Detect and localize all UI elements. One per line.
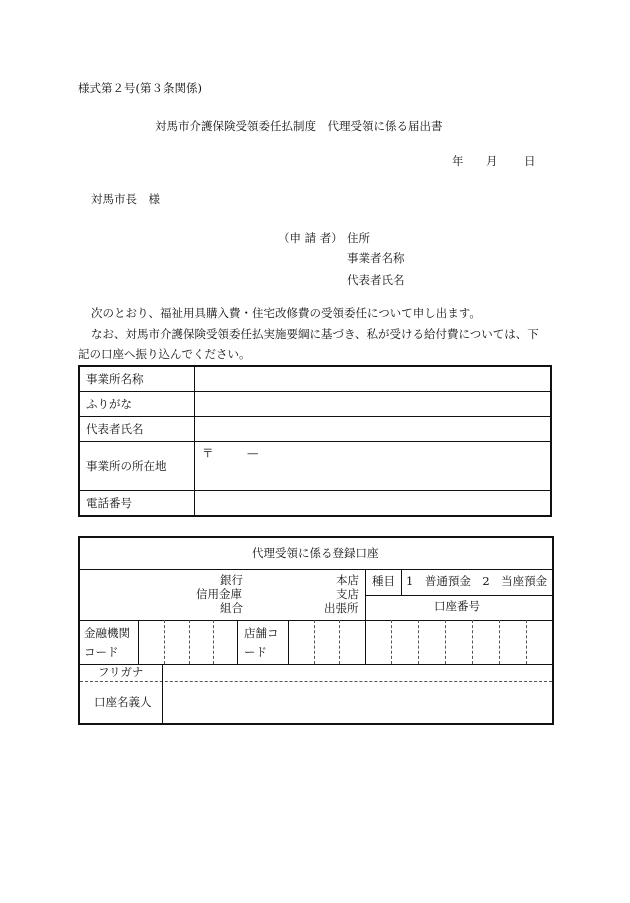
addressee: 対馬市長 様 bbox=[91, 192, 160, 206]
holder-furigana-label: フリガナ bbox=[98, 665, 144, 679]
branch-type-main: 本店 bbox=[336, 573, 359, 587]
representative-field[interactable] bbox=[195, 417, 552, 442]
bank-type-bank: 銀行 bbox=[220, 573, 243, 587]
phone-label: 電話番号 bbox=[79, 491, 195, 517]
furigana-field[interactable] bbox=[195, 392, 552, 417]
body-line-3: 記の口座へ振り込んでください。 bbox=[78, 347, 251, 361]
bank-code-digit-separator bbox=[189, 620, 190, 664]
furigana-label: ふりがな bbox=[79, 392, 195, 417]
page-title: 対馬市介護保険受領委任払制度 代理受領に係る届出書 bbox=[155, 119, 443, 133]
divider bbox=[401, 569, 402, 595]
body-line-2: なお、対馬市介護保険受領委任払実施要綱に基づき、私が受ける給付費については、下 bbox=[91, 327, 539, 341]
bank-type-shinkin: 信用金庫 bbox=[196, 587, 242, 601]
phone-field[interactable] bbox=[195, 491, 552, 517]
table-row bbox=[79, 442, 551, 491]
business-address-label: 事業所の所在地 bbox=[79, 442, 195, 491]
account-type-label: 種目 bbox=[372, 574, 395, 588]
account-number-digit-separator bbox=[472, 620, 473, 664]
branch-code-digit-separator bbox=[339, 620, 340, 664]
bank-code-digit-separator bbox=[213, 620, 214, 664]
divider bbox=[80, 569, 552, 570]
divider bbox=[162, 664, 163, 723]
furigana-separator bbox=[80, 681, 552, 682]
branch-type-sub: 出張所 bbox=[324, 601, 359, 615]
account-type-options[interactable]: 1 普通預金 2 当座預金 bbox=[406, 574, 548, 588]
bank-code-label-1: 金融機関 bbox=[84, 626, 130, 640]
business-info-table bbox=[78, 365, 552, 517]
divider bbox=[80, 664, 552, 665]
applicant-label: （申 請 者） bbox=[278, 231, 343, 245]
branch-type-branch: 支店 bbox=[336, 587, 359, 601]
account-number-digit-separator bbox=[445, 620, 446, 664]
date-month-label: 月 bbox=[486, 154, 498, 168]
bank-type-kumiai: 組合 bbox=[220, 601, 243, 615]
table-row bbox=[79, 366, 551, 392]
body-line-1: 次のとおり、福祉用具購入費・住宅改修費の受領委任について申し出ます。 bbox=[91, 306, 481, 320]
account-number-digit-separator bbox=[418, 620, 419, 664]
representative-label: 代表者氏名 bbox=[79, 417, 195, 442]
applicant-address-label: 住所 bbox=[347, 231, 370, 245]
branch-code-label-1: 店舗コ bbox=[244, 626, 279, 640]
table-row bbox=[79, 392, 551, 417]
divider bbox=[365, 620, 366, 664]
account-number-digit-separator bbox=[526, 620, 527, 664]
table-row bbox=[79, 491, 551, 517]
business-name-field[interactable] bbox=[195, 366, 552, 392]
branch-code-label-2: ード bbox=[244, 645, 267, 659]
postal-dash: — bbox=[247, 446, 259, 460]
divider bbox=[237, 620, 238, 664]
account-number-label: 口座番号 bbox=[434, 599, 480, 613]
divider bbox=[365, 595, 552, 596]
applicant-representative-label: 代表者氏名 bbox=[347, 273, 405, 287]
business-name-label: 事業所名称 bbox=[79, 366, 195, 392]
date-year-label: 年 bbox=[452, 154, 464, 168]
account-number-digit-separator bbox=[391, 620, 392, 664]
bank-code-label-2: コード bbox=[84, 645, 119, 659]
account-table-title: 代理受領に係る登録口座 bbox=[252, 546, 379, 560]
branch-code-digit-separator bbox=[314, 620, 315, 664]
bank-account-table bbox=[78, 536, 554, 725]
postal-mark: 〒 bbox=[202, 446, 214, 460]
divider bbox=[80, 620, 552, 621]
date-day-label: 日 bbox=[524, 154, 536, 168]
bank-code-digit-separator bbox=[164, 620, 165, 664]
account-holder-label: 口座名義人 bbox=[94, 695, 152, 709]
divider bbox=[138, 620, 139, 664]
account-holder-field[interactable] bbox=[166, 684, 546, 720]
form-number: 様式第２号(第３条関係) bbox=[78, 81, 202, 95]
applicant-business-name-label: 事業者名称 bbox=[347, 251, 405, 265]
business-address-field[interactable] bbox=[195, 442, 552, 491]
table-row bbox=[79, 417, 551, 442]
divider bbox=[288, 620, 289, 664]
account-number-digit-separator bbox=[499, 620, 500, 664]
